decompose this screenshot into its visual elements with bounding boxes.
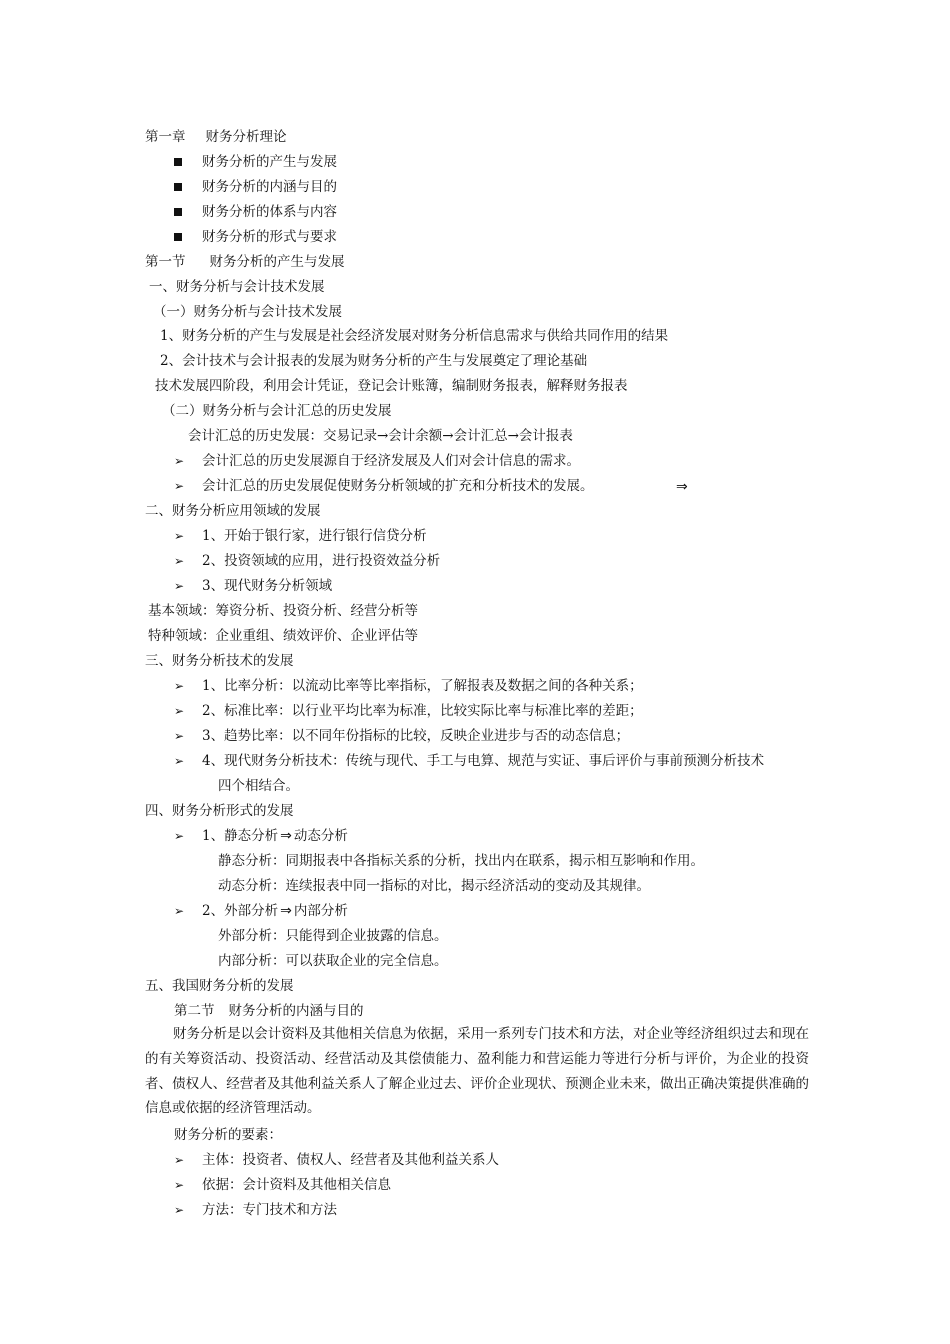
subheading-1a: （一）财务分析与会计技术发展	[153, 304, 342, 320]
toc-item: 财务分析的形式与要求	[202, 229, 337, 245]
bullet-item: 方法：专门技术和方法	[202, 1202, 337, 1218]
heading-2: 二、财务分析应用领域的发展	[145, 503, 321, 519]
section-title: 财务分析的产生与发展	[209, 254, 345, 270]
heading-5: 五、我国财务分析的发展	[145, 978, 294, 994]
section-heading	[174, 1002, 364, 1020]
bullet-item: 2、标准比率：以行业平均比率为标准，比较实际比率与标准比率的差距；	[202, 703, 643, 719]
heading-1: 一、财务分析与会计技术发展	[149, 279, 325, 295]
bullet-item-part: 1、静态分析	[202, 828, 279, 844]
text-line: 技术发展四阶段，利用会计凭证，登记会计账簿，编制财务报表，解释财务报表	[155, 378, 628, 394]
arrow-bullet-icon: ➢	[174, 829, 185, 843]
text-line: 内部分析：可以获取企业的完全信息。	[218, 953, 448, 969]
text-line: 静态分析：同期报表中各指标关系的分析，找出内在联系，揭示相互影响和作用。	[218, 853, 704, 869]
arrow-bullet-icon: ➢	[174, 579, 185, 593]
section-title: 财务分析的内涵与目的	[228, 1003, 364, 1019]
section-heading	[145, 253, 345, 271]
bullet-item: 4、现代财务分析技术：传统与现代、手工与电算、规范与实证、事后评价与事前预测分析技术	[202, 753, 765, 769]
text-line: 基本领域：筹资分析、投资分析、经营分析等	[148, 603, 418, 619]
bullet-item: 1、比率分析：以流动比率等比率指标，了解报表及数据之间的各种关系；	[202, 678, 643, 694]
arrow-bullet-icon: ➢	[174, 904, 185, 918]
bullet-item	[202, 827, 348, 845]
text-line: 特种领域：企业重组、绩效评价、企业评估等	[148, 628, 418, 644]
double-arrow-icon: ⇒	[280, 903, 292, 919]
arrow-bullet-icon: ➢	[174, 454, 185, 468]
arrow-bullet-icon: ➢	[174, 704, 185, 718]
body-paragraph: 财务分析是以会计资料及其他相关信息为依据，采用一系列专门技术和方法，对企业等经济组织过去和现在的有关筹资活动、投资活动、经营活动及其偿债能力、盈利能力和营运能力等进行分析与评价，为企业的投资者、债权人、经营者及其他利益关系人了解企业过去、评价企业现状、预测企业未来，做出正确决策提供准确的信息或依据的经济管理活动。	[145, 1026, 809, 1117]
text-line: 动态分析：连续报表中同一指标的对比，揭示经济活动的变动及其规律。	[218, 878, 650, 894]
arrow-bullet-icon: ➢	[174, 729, 185, 743]
square-bullet-icon	[174, 208, 182, 216]
chapter-title: 财务分析理论	[205, 129, 287, 145]
bullet-item: 会计汇总的历史发展促使财务分析领域的扩充和分析技术的发展。	[202, 478, 594, 494]
double-arrow-icon: ⇒	[280, 828, 292, 844]
bullet-item: 3、趋势比率：以不同年份指标的比较，反映企业进步与否的动态信息；	[202, 728, 630, 744]
section-prefix: 第二节	[174, 1003, 215, 1019]
arrow-bullet-icon: ➢	[174, 1153, 185, 1167]
section-prefix: 第一节	[145, 254, 186, 270]
chapter-prefix: 第一章	[145, 129, 186, 145]
bullet-item-part: 内部分析	[293, 903, 348, 919]
heading-4: 四、财务分析形式的发展	[145, 803, 294, 819]
toc-item: 财务分析的体系与内容	[202, 204, 337, 220]
text-line: 1、财务分析的产生与发展是社会经济发展对财务分析信息需求与供给共同作用的结果	[160, 328, 669, 344]
subheading-1b: （二）财务分析与会计汇总的历史发展	[162, 403, 392, 419]
bullet-item-continuation: 四个相结合。	[218, 778, 299, 794]
arrow-bullet-icon: ➢	[174, 1178, 185, 1192]
heading-3: 三、财务分析技术的发展	[145, 653, 294, 669]
bullet-item: 1、开始于银行家，进行银行信贷分析	[202, 528, 427, 544]
arrow-bullet-icon: ➢	[174, 479, 185, 493]
arrow-bullet-icon: ➢	[174, 754, 185, 768]
bullet-item: 2、投资领域的应用，进行投资效益分析	[202, 553, 441, 569]
bullet-item	[202, 902, 348, 920]
text-line: 会计汇总的历史发展：交易记录→会计余额→会计汇总→会计报表	[188, 428, 573, 444]
arrow-bullet-icon: ➢	[174, 529, 185, 543]
arrow-bullet-icon: ➢	[174, 1203, 185, 1217]
square-bullet-icon	[174, 233, 182, 241]
bullet-item: 会计汇总的历史发展源自于经济发展及人们对会计信息的需求。	[202, 453, 580, 469]
bullet-item: 主体：投资者、债权人、经营者及其他利益关系人	[202, 1152, 499, 1168]
bullet-item: 依据：会计资料及其他相关信息	[202, 1177, 391, 1193]
arrow-bullet-icon: ➢	[174, 554, 185, 568]
arrow-bullet-icon: ➢	[174, 679, 185, 693]
bullet-item-part: 动态分析	[293, 828, 348, 844]
bullet-item: 3、现代财务分析领域	[202, 578, 333, 594]
toc-item: 财务分析的内涵与目的	[202, 179, 337, 195]
text-line: 2、会计技术与会计报表的发展为财务分析的产生与发展奠定了理论基础	[160, 353, 588, 369]
text-line: 财务分析的要素：	[174, 1127, 282, 1143]
square-bullet-icon	[174, 158, 182, 166]
chapter-heading	[145, 128, 287, 146]
double-arrow-icon: ⇒	[676, 479, 688, 495]
toc-item: 财务分析的产生与发展	[202, 154, 337, 170]
text-line: 外部分析：只能得到企业披露的信息。	[218, 928, 448, 944]
square-bullet-icon	[174, 183, 182, 191]
bullet-item-part: 2、外部分析	[202, 903, 279, 919]
